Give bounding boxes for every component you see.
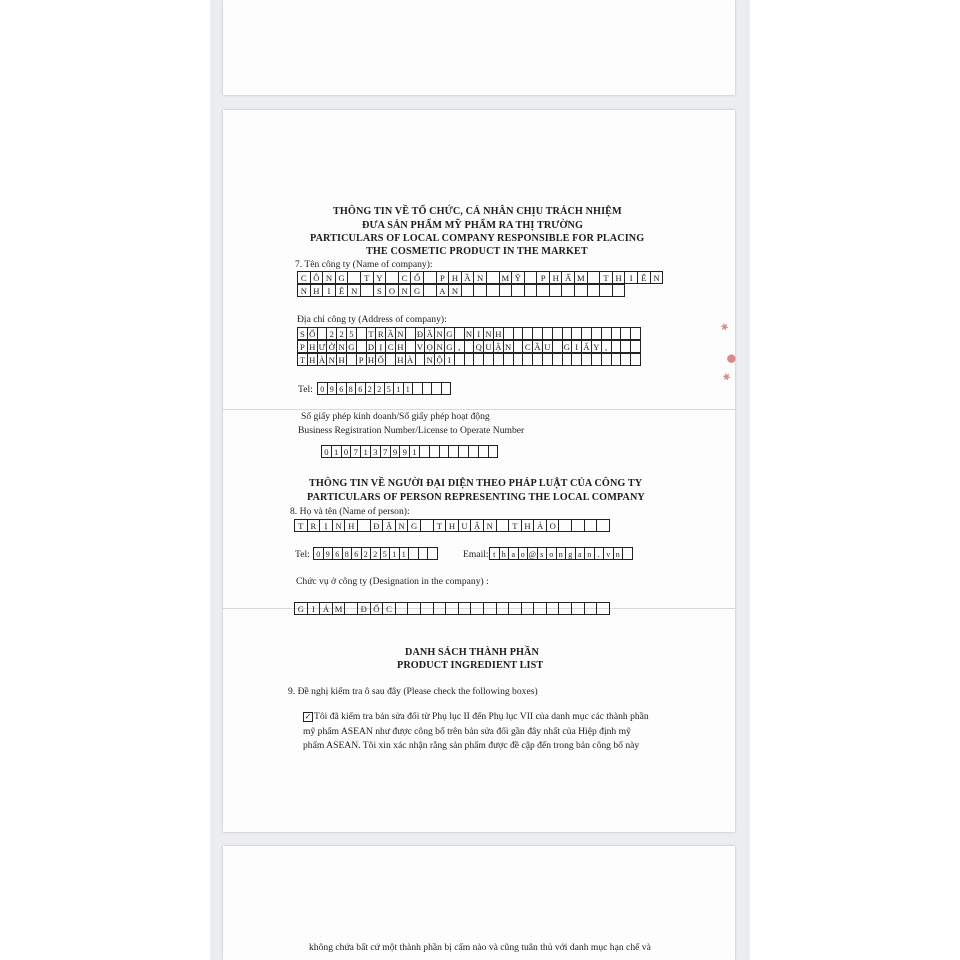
- char-box: [441, 382, 452, 395]
- char-box: N: [483, 519, 497, 532]
- char-box: [423, 284, 437, 297]
- char-box: R: [375, 327, 386, 340]
- char-box: N: [347, 284, 361, 297]
- char-box: T: [599, 271, 613, 284]
- char-box: Ư: [317, 340, 328, 353]
- char-box: Ị: [319, 519, 333, 532]
- char-box: H: [445, 519, 459, 532]
- char-box: 0: [321, 445, 332, 458]
- char-box: [496, 519, 510, 532]
- char-box: a: [575, 547, 586, 560]
- char-box: S: [297, 327, 308, 340]
- char-box: N: [464, 327, 475, 340]
- char-box: Ộ: [434, 353, 445, 366]
- section7-title-vi-2: ĐƯA SẢN PHẨM MỸ PHẨM RA THỊ TRƯỜNG: [362, 220, 584, 231]
- char-box: N: [395, 519, 409, 532]
- address-row-3: [298, 353, 641, 366]
- char-box: I: [624, 271, 638, 284]
- company-name-row-1: [298, 271, 663, 284]
- char-box: [420, 602, 434, 615]
- char-box: 0: [313, 547, 324, 560]
- char-box: [596, 519, 610, 532]
- char-box: ,: [601, 340, 612, 353]
- char-box: [344, 602, 358, 615]
- char-box: 6: [355, 382, 366, 395]
- char-box: [499, 284, 513, 297]
- char-box: [584, 602, 598, 615]
- char-box: [574, 284, 588, 297]
- char-box: Ố: [307, 327, 318, 340]
- char-box: [571, 519, 585, 532]
- address-row-1: [298, 327, 641, 340]
- char-box: T: [297, 353, 308, 366]
- fold-line: [223, 409, 735, 410]
- section8-title-vi: THÔNG TIN VỀ NGƯỜI ĐẠI DIỆN THEO PHÁP LUẬT CỦA CÔNG TY: [309, 478, 643, 489]
- char-box: Ả: [533, 519, 547, 532]
- char-box: [420, 519, 434, 532]
- char-box: v: [603, 547, 614, 560]
- email-label: Email:: [463, 549, 489, 560]
- email-boxes: [490, 547, 633, 560]
- char-box: Y: [591, 340, 602, 353]
- char-box: 1: [360, 445, 371, 458]
- char-box: H: [344, 519, 358, 532]
- char-box: H: [307, 353, 318, 366]
- char-box: Ị: [375, 340, 386, 353]
- char-box: [536, 284, 550, 297]
- char-box: [407, 602, 421, 615]
- char-box: H: [612, 271, 626, 284]
- char-box: H: [310, 284, 324, 297]
- char-box: N: [483, 327, 494, 340]
- char-box: N: [434, 327, 445, 340]
- char-box: [445, 602, 459, 615]
- char-box: T: [294, 519, 308, 532]
- char-box: ,: [454, 340, 465, 353]
- char-box: [511, 284, 525, 297]
- char-box: 9: [399, 445, 410, 458]
- char-box: [357, 519, 371, 532]
- char-box: [360, 284, 374, 297]
- char-box: [470, 602, 484, 615]
- designation-boxes: [295, 602, 610, 615]
- char-box: G: [562, 340, 573, 353]
- char-box: P: [356, 353, 367, 366]
- char-box: Ă: [424, 327, 435, 340]
- char-box: Đ: [415, 327, 426, 340]
- char-box: [423, 271, 437, 284]
- char-box: [524, 284, 538, 297]
- check-prompt: 9. Đề nghị kiểm tra ô sau đây (Please check the following boxes): [288, 686, 538, 697]
- char-box: D: [366, 340, 377, 353]
- char-box: G: [407, 519, 421, 532]
- checked-checkbox: ✓: [304, 712, 312, 721]
- char-box: C: [522, 340, 533, 353]
- char-box: I: [571, 340, 582, 353]
- char-box: I: [322, 284, 336, 297]
- char-box: [508, 602, 522, 615]
- char-box: Ầ: [385, 327, 396, 340]
- char-box: N: [336, 340, 347, 353]
- char-box: [486, 271, 500, 284]
- char-box: Ê: [637, 271, 651, 284]
- designation-label: Chức vụ ở công ty (Designation in the company) :: [296, 576, 489, 587]
- left-margin: [0, 0, 210, 960]
- char-box: [524, 271, 538, 284]
- char-box: [385, 271, 399, 284]
- char-box: N: [395, 327, 406, 340]
- char-box: [630, 340, 641, 353]
- char-box: 7: [350, 445, 361, 458]
- char-box: H: [336, 353, 347, 366]
- char-box: À: [405, 353, 416, 366]
- char-box: [622, 547, 633, 560]
- char-box: [486, 284, 500, 297]
- section7-title-en-2: THE COSMETIC PRODUCT IN THE MARKET: [366, 246, 588, 257]
- char-box: N: [448, 284, 462, 297]
- char-box: n: [613, 547, 624, 560]
- char-box: Ỹ: [511, 271, 525, 284]
- right-margin: [750, 0, 960, 960]
- char-box: [587, 271, 601, 284]
- char-box: .: [594, 547, 605, 560]
- char-box: Ọ: [424, 340, 435, 353]
- char-box: Y: [373, 271, 387, 284]
- char-box: P: [297, 340, 308, 353]
- char-box: [558, 519, 572, 532]
- char-box: Ấ: [581, 340, 592, 353]
- char-box: [584, 519, 598, 532]
- char-box: 1: [393, 382, 404, 395]
- declaration-line-3: phẩm ASEAN. Tôi xin xác nhận rằng sản phẩm được đề cập đến trong bản công bố này: [303, 740, 640, 751]
- char-box: C: [385, 340, 396, 353]
- char-box: N: [503, 340, 514, 353]
- char-box: 0: [341, 445, 352, 458]
- char-box: [533, 602, 547, 615]
- char-box: A: [436, 284, 450, 297]
- char-box: P: [536, 271, 550, 284]
- char-box: H: [549, 271, 563, 284]
- char-box: 2: [374, 382, 385, 395]
- char-box: V: [415, 340, 426, 353]
- char-box: [571, 602, 585, 615]
- char-box: 3: [370, 445, 381, 458]
- char-box: N: [297, 284, 311, 297]
- form-page: [223, 110, 735, 832]
- red-stamp-mark: ✱: [722, 372, 734, 382]
- char-box: [630, 327, 641, 340]
- char-box: M: [574, 271, 588, 284]
- char-box: M: [332, 602, 346, 615]
- char-box: 8: [346, 382, 357, 395]
- char-box: H: [395, 340, 406, 353]
- char-box: g: [565, 547, 576, 560]
- char-box: 6: [336, 382, 347, 395]
- red-stamp-mark: ✱: [720, 322, 732, 332]
- char-box: [461, 284, 475, 297]
- char-box: H: [493, 327, 504, 340]
- char-box: G: [410, 284, 424, 297]
- char-box: N: [650, 271, 664, 284]
- char-box: Ô: [310, 271, 324, 284]
- char-box: [488, 445, 499, 458]
- char-box: 9: [327, 382, 338, 395]
- char-box: [630, 353, 641, 366]
- char-box: Á: [319, 602, 333, 615]
- char-box: [549, 284, 563, 297]
- declaration-line-2: mỹ phẩm ASEAN như được công bố trên bản sửa đổi gần đây nhất của Hiệp định mỹ: [303, 726, 631, 737]
- char-box: [433, 602, 447, 615]
- section9-title-en: PRODUCT INGREDIENT LIST: [397, 660, 544, 671]
- char-box: 2: [365, 382, 376, 395]
- char-box: a: [508, 547, 519, 560]
- char-box: T: [508, 519, 522, 532]
- company-tel-boxes: [318, 382, 451, 395]
- char-box: [496, 602, 510, 615]
- char-box: P: [436, 271, 450, 284]
- char-box: H: [307, 340, 318, 353]
- char-box: 7: [380, 445, 391, 458]
- char-box: N: [424, 353, 435, 366]
- person-name-boxes: [295, 519, 610, 532]
- section7-title-vi-1: THÔNG TIN VỀ TỔ CHỨC, CÁ NHÂN CHỊU TRÁCH NHIỆM: [333, 206, 622, 217]
- person-tel-boxes: [314, 547, 438, 560]
- char-box: t: [489, 547, 500, 560]
- section8-title-en: PARTICULARS OF PERSON REPRESENTING THE LOCAL COMPANY: [307, 492, 645, 503]
- char-box: 2: [361, 547, 372, 560]
- char-box: n: [556, 547, 567, 560]
- char-box: N: [322, 271, 336, 284]
- license-label-en: Business Registration Number/License to Operate Number: [298, 425, 525, 436]
- char-box: H: [366, 353, 377, 366]
- char-box: I: [307, 602, 321, 615]
- section7-title-en-1: PARTICULARS OF LOCAL COMPANY RESPONSIBLE FOR PLACING: [310, 233, 645, 244]
- char-box: 2: [370, 547, 381, 560]
- char-box: 9: [390, 445, 401, 458]
- char-box: Ổ: [410, 271, 424, 284]
- char-box: [546, 602, 560, 615]
- char-box: À: [317, 353, 328, 366]
- char-box: Ậ: [470, 519, 484, 532]
- char-box: 1: [389, 547, 400, 560]
- char-box: O: [385, 284, 399, 297]
- char-box: 1: [331, 445, 342, 458]
- char-box: Ẩ: [561, 271, 575, 284]
- address-row-2: [298, 340, 641, 353]
- char-box: Ặ: [382, 519, 396, 532]
- char-box: G: [444, 340, 455, 353]
- char-box: Ê: [335, 284, 349, 297]
- person-tel-label: Tel:: [295, 549, 310, 560]
- company-name-label: 7. Tên công ty (Name of company):: [295, 259, 433, 270]
- char-box: M: [499, 271, 513, 284]
- char-box: N: [473, 271, 487, 284]
- char-box: G: [444, 327, 455, 340]
- char-box: T: [366, 327, 377, 340]
- char-box: N: [398, 284, 412, 297]
- char-box: [612, 284, 626, 297]
- section9-title-vi: DANH SÁCH THÀNH PHẦN: [405, 647, 539, 658]
- char-box: G: [346, 340, 357, 353]
- previous-page: [223, 0, 735, 95]
- char-box: 5: [346, 327, 357, 340]
- char-box: N: [434, 340, 445, 353]
- char-box: O: [546, 519, 560, 532]
- next-page: [223, 846, 735, 960]
- char-box: C: [297, 271, 311, 284]
- char-box: n: [584, 547, 595, 560]
- char-box: T: [433, 519, 447, 532]
- char-box: 5: [384, 382, 395, 395]
- char-box: C: [398, 271, 412, 284]
- char-box: Ố: [370, 602, 384, 615]
- char-box: Ậ: [493, 340, 504, 353]
- char-box: 1: [409, 445, 420, 458]
- char-box: o: [546, 547, 557, 560]
- char-box: N: [326, 353, 337, 366]
- char-box: Đ: [357, 602, 371, 615]
- char-box: @: [527, 547, 538, 560]
- char-box: G: [335, 271, 349, 284]
- char-box: H: [521, 519, 535, 532]
- char-box: [521, 602, 535, 615]
- declaration-line-1: Tôi đã kiểm tra bản sửa đổi từ Phụ lục II đến Phụ lục VII của danh mục các thành phần: [314, 711, 649, 722]
- license-label-vi: Số giấy phép kinh doanh/Số giấy phép hoạt động: [301, 411, 490, 422]
- char-box: 5: [380, 547, 391, 560]
- char-box: N: [332, 519, 346, 532]
- char-box: I: [444, 353, 455, 366]
- char-box: o: [518, 547, 529, 560]
- char-box: [473, 284, 487, 297]
- char-box: h: [499, 547, 510, 560]
- person-name-label: 8. Họ và tên (Name of person):: [290, 506, 410, 517]
- char-box: T: [360, 271, 374, 284]
- char-box: S: [373, 284, 387, 297]
- char-box: 6: [351, 547, 362, 560]
- char-box: 6: [332, 547, 343, 560]
- char-box: [395, 602, 409, 615]
- char-box: 9: [323, 547, 334, 560]
- char-box: [561, 284, 575, 297]
- char-box: Q: [473, 340, 484, 353]
- char-box: I: [473, 327, 484, 340]
- char-box: 2: [326, 327, 337, 340]
- char-box: [483, 602, 497, 615]
- continuation-line-1: không chứa bất cứ một thành phần bị cấm nào và cũng tuân thủ với danh mục hạn chế và: [309, 942, 651, 953]
- char-box: U: [483, 340, 494, 353]
- char-box: C: [382, 602, 396, 615]
- char-box: G: [294, 602, 308, 615]
- red-stamp-mark: ●: [723, 352, 739, 365]
- char-box: R: [307, 519, 321, 532]
- char-box: Ờ: [326, 340, 337, 353]
- char-box: 2: [336, 327, 347, 340]
- company-name-row-2: [298, 284, 625, 297]
- address-label: Địa chỉ công ty (Address of company):: [297, 314, 447, 325]
- company-tel-label: Tel:: [298, 384, 313, 395]
- char-box: H: [395, 353, 406, 366]
- char-box: U: [458, 519, 472, 532]
- license-number-boxes: [322, 445, 498, 458]
- char-box: Đ: [370, 519, 384, 532]
- char-box: [458, 602, 472, 615]
- char-box: [599, 284, 613, 297]
- char-box: Ố: [375, 353, 386, 366]
- char-box: H: [448, 271, 462, 284]
- char-box: [427, 547, 438, 560]
- char-box: Ầ: [532, 340, 543, 353]
- char-box: 1: [399, 547, 410, 560]
- char-box: [347, 271, 361, 284]
- char-box: 0: [317, 382, 328, 395]
- char-box: [587, 284, 601, 297]
- char-box: [596, 602, 610, 615]
- char-box: 8: [342, 547, 353, 560]
- char-box: 1: [403, 382, 414, 395]
- char-box: s: [537, 547, 548, 560]
- char-box: [558, 602, 572, 615]
- char-box: U: [542, 340, 553, 353]
- char-box: Ầ: [461, 271, 475, 284]
